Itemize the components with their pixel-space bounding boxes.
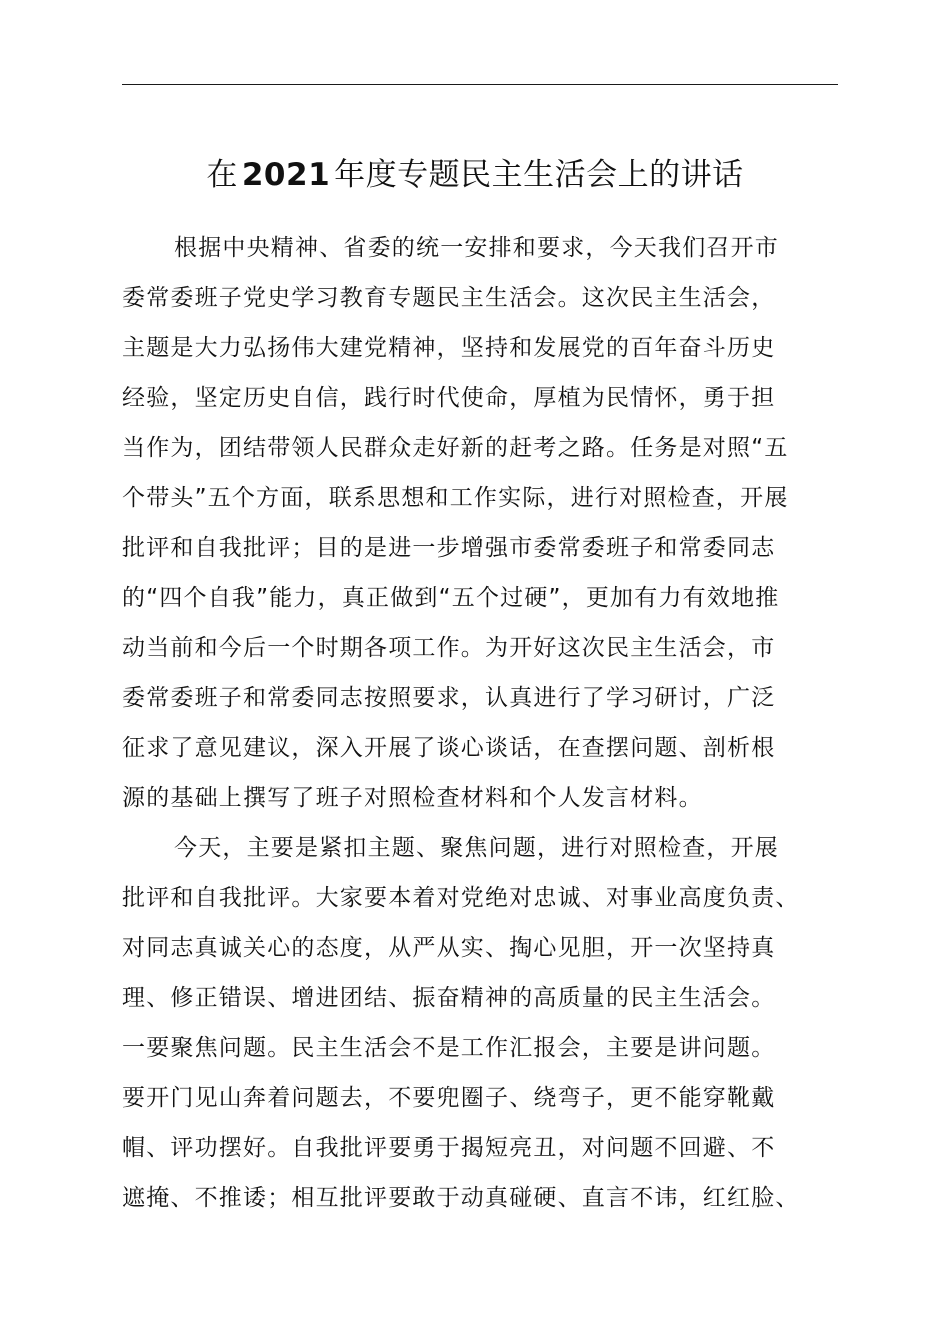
- paragraph-2-line-6: 要开门见山奔着问题去，不要兜圈子、绕弯子，更不能穿靴戴: [122, 1085, 776, 1111]
- paragraph-1-line-4: 经验，坚定历史自信，践行时代使命，厚植为民情怀，勇于担: [122, 385, 776, 411]
- paragraph-1-line-10: 委常委班子和常委同志按照要求，认真进行了学习研讨，广泛: [122, 685, 776, 711]
- paragraph-2-line-5: 一要聚焦问题。民主生活会不是工作汇报会，主要是讲问题。: [122, 1035, 776, 1061]
- paragraph-2-line-1: 今天，主要是紧扣主题、聚焦问题，进行对照检查，开展: [174, 835, 779, 861]
- title-year: 2021: [241, 157, 331, 193]
- paragraph-1-line-11: 征求了意见建议，深入开展了谈心谈话，在查摆问题、剖析根: [122, 735, 776, 761]
- paragraph-2-line-4: 理、修正错误、增进团结、振奋精神的高质量的民主生活会。: [122, 985, 776, 1011]
- paragraph-1-line-12: 源的基础上撰写了班子对照检查材料和个人发言材料。: [122, 785, 703, 811]
- paragraph-1-line-6: 个带头”五个方面，联系思想和工作实际，进行对照检查，开展: [122, 485, 789, 511]
- paragraph-1-line-7: 批评和自我批评；目的是进一步增强市委常委班子和常委同志: [122, 535, 776, 561]
- paragraph-2-line-2: 批评和自我批评。大家要本着对党绝对忠诚、对事业高度负责、: [122, 885, 800, 911]
- paragraph-1-line-5: 当作为，团结带领人民群众走好新的赶考之路。任务是对照“五: [122, 435, 789, 461]
- header-rule: [122, 84, 838, 85]
- paragraph-1-line-8: 的“四个自我”能力，真正做到“五个过硬”，更加有力有效地推: [122, 585, 780, 611]
- paragraph-2-line-7: 帽、评功摆好。自我批评要勇于揭短亮丑，对问题不回避、不: [122, 1135, 776, 1161]
- paragraph-2-line-8: 遮掩、不推诿；相互批评要敢于动真碰硬、直言不讳，红红脸、: [122, 1185, 800, 1211]
- title-prefix: 在: [206, 157, 238, 193]
- document-title: [0, 150, 950, 200]
- paragraph-1-line-9: 动当前和今后一个时期各项工作。为开好这次民主生活会，市: [122, 635, 776, 661]
- title-suffix: 年度专题民主生活会上的讲话: [334, 157, 744, 193]
- paragraph-1-line-1: 根据中央精神、省委的统一安排和要求，今天我们召开市: [174, 235, 779, 261]
- paragraph-1-line-2: 委常委班子党史学习教育专题民主生活会。这次民主生活会，: [122, 285, 776, 311]
- paragraph-1-line-3: 主题是大力弘扬伟大建党精神，坚持和发展党的百年奋斗历史: [122, 335, 776, 361]
- paragraph-2-line-3: 对同志真诚关心的态度，从严从实、掏心见胆，开一次坚持真: [122, 935, 776, 961]
